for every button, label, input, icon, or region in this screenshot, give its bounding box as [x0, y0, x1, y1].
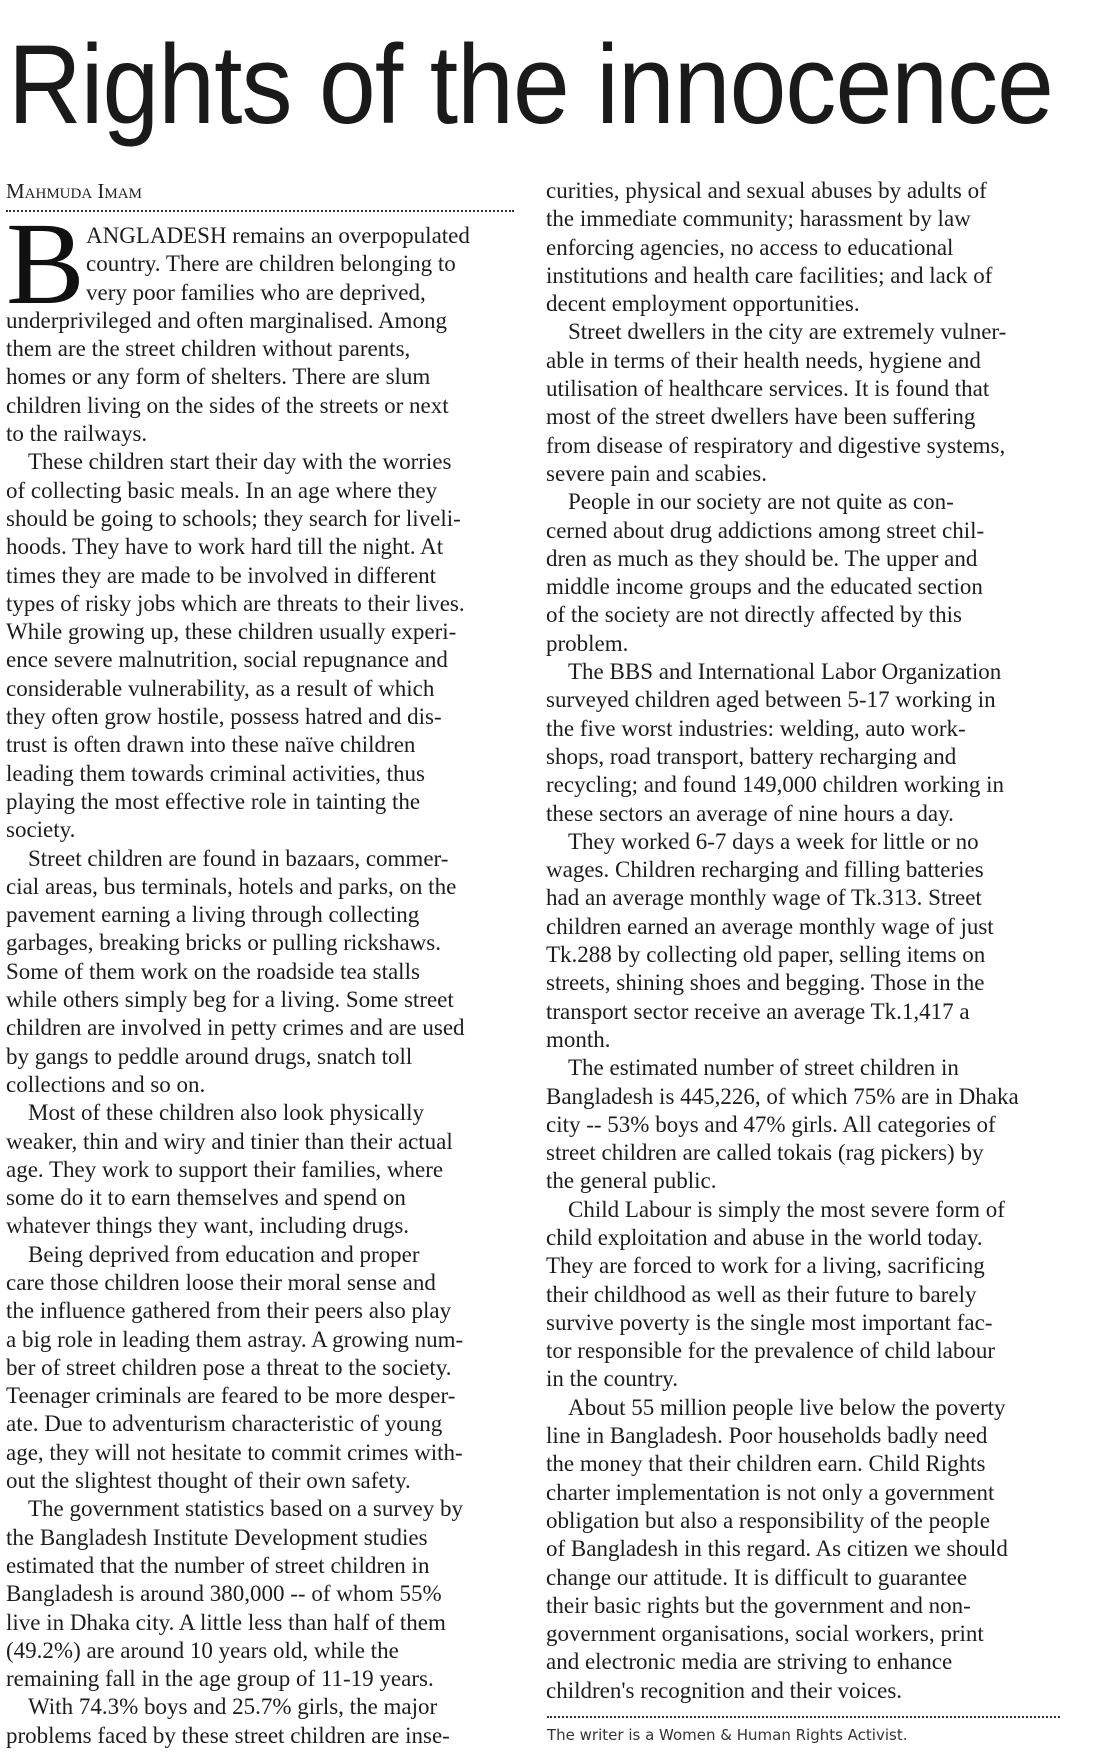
- text-line: society.: [6, 817, 76, 843]
- article-column-1: [6, 222, 518, 1750]
- text-line: People in our society are not quite as con-: [568, 489, 954, 515]
- text-line: from disease of respiratory and digestive systems,: [546, 432, 1006, 458]
- text-line: garbages, breaking bricks or pulling rickshaws.: [6, 930, 441, 956]
- text-line: they often grow hostile, possess hatred and dis-: [6, 704, 442, 730]
- text-line: leading them towards criminal activities, thus: [6, 760, 426, 786]
- text-line: tor responsible for the prevalence of child labour: [546, 1338, 995, 1364]
- text-line: Child Labour is simply the most severe form of: [568, 1196, 1005, 1222]
- text-line: very poor families who are deprived,: [86, 279, 426, 305]
- text-line: utilisation of healthcare services. It is found that: [546, 376, 990, 402]
- text-line: Bangladesh is 445,226, of which 75% are in Dhaka: [546, 1083, 1019, 1109]
- paragraph: [546, 1054, 1064, 1195]
- text-line: care those children loose their moral sense and: [6, 1269, 436, 1295]
- paragraph: [546, 488, 1064, 658]
- text-line: considerable vulnerability, as a result of which: [6, 675, 435, 701]
- text-line: and electronic media are striving to enhance: [546, 1649, 953, 1675]
- paragraph: [6, 222, 518, 448]
- text-line: the general public.: [546, 1168, 717, 1194]
- text-line: their basic rights but the government and non-: [546, 1592, 971, 1618]
- text-line: ber of street children pose a threat to the society.: [6, 1354, 452, 1380]
- drop-cap: B: [6, 198, 85, 329]
- text-line: estimated that the number of street children in: [6, 1552, 430, 1578]
- text-line: most of the street dwellers have been suffering: [546, 404, 976, 430]
- text-line: Being deprived from education and proper: [28, 1241, 420, 1267]
- paragraph: [6, 845, 518, 1100]
- text-line: trust is often drawn into these naïve children: [6, 732, 416, 758]
- text-line: children earned an average monthly wage of just: [546, 913, 994, 939]
- text-line: line in Bangladesh. Poor households badly need: [546, 1423, 988, 1449]
- text-line: of the society are not directly affected by this: [546, 602, 962, 628]
- text-line: out the slightest thought of their own safety.: [6, 1468, 411, 1494]
- text-line: The BBS and International Labor Organization: [568, 659, 1002, 685]
- text-line: (49.2%) are around 10 years old, while the: [6, 1637, 399, 1663]
- paragraph: [6, 1099, 518, 1240]
- text-line: weaker, thin and wiry and tinier than their actual: [6, 1128, 453, 1154]
- text-line: of collecting basic meals. In an age where they: [6, 477, 438, 503]
- text-line: enforcing agencies, no access to educational: [546, 234, 954, 260]
- text-line: should be going to schools; they search for liveli-: [6, 505, 461, 531]
- text-line: Some of them work on the roadside tea stalls: [6, 958, 420, 984]
- text-line: ANGLADESH remains an overpopulated: [86, 223, 470, 248]
- text-line: their childhood as well as their future to barely: [546, 1281, 977, 1307]
- paragraph: [6, 1241, 518, 1496]
- text-line: the five worst industries: welding, auto work-: [546, 715, 966, 741]
- text-line: in the country.: [546, 1366, 679, 1392]
- text-line: these sectors an average of nine hours a day.: [546, 800, 954, 826]
- text-line: street children are called tokais (rag pickers) by: [546, 1140, 984, 1166]
- text-line: while others simply beg for a living. Some street: [6, 987, 454, 1013]
- text-line: country. There are children belonging to: [86, 251, 456, 277]
- text-line: survive poverty is the single most important fac-: [546, 1309, 993, 1335]
- text-line: live in Dhaka city. A little less than half of them: [6, 1609, 446, 1635]
- text-line: types of risky jobs which are threats to their lives.: [6, 590, 465, 616]
- text-line: Teenager criminals are feared to be more desper-: [6, 1383, 456, 1409]
- text-line: had an average monthly wage of Tk.313. Street: [546, 885, 982, 911]
- text-line: problem.: [546, 630, 629, 656]
- footer-divider: [547, 1716, 1060, 1718]
- text-line: severe pain and scabies.: [546, 460, 767, 486]
- text-line: playing the most effective role in tainting the: [6, 788, 421, 814]
- text-line: decent employment opportunities.: [546, 291, 860, 317]
- text-line: government organisations, social workers, print: [546, 1621, 984, 1647]
- text-line: pavement earning a living through collecting: [6, 902, 420, 928]
- text-line: The government statistics based on a survey by: [28, 1496, 463, 1522]
- article-column-2: [546, 177, 1064, 1705]
- text-line: Street dwellers in the city are extremely vulner-: [568, 319, 1007, 345]
- paragraph: [546, 658, 1064, 828]
- text-line: recycling; and found 149,000 children working in: [546, 772, 1004, 798]
- text-line: collections and so on.: [6, 1071, 206, 1097]
- text-line: change our attitude. It is difficult to guarantee: [546, 1564, 968, 1590]
- text-line: ence severe malnutrition, social repugnance and: [6, 647, 448, 673]
- text-line: ate. Due to adventurism characteristic of young: [6, 1411, 443, 1437]
- text-line: to the railways.: [6, 421, 148, 447]
- paragraph: [6, 1693, 518, 1750]
- text-line: the immediate community; harassment by law: [546, 206, 971, 232]
- text-line: whatever things they want, including drugs.: [6, 1213, 410, 1239]
- text-line: They are forced to work for a living, sacrificing: [546, 1253, 985, 1279]
- text-line: About 55 million people live below the poverty: [568, 1394, 1006, 1420]
- text-line: Bangladesh is around 380,000 -- of whom 55%: [6, 1581, 442, 1607]
- text-line: underprivileged and often marginalised. Among: [6, 307, 447, 333]
- text-line: times they are made to be involved in different: [6, 562, 437, 588]
- paragraph: [6, 448, 518, 844]
- text-line: by gangs to peddle around drugs, snatch toll: [6, 1043, 413, 1069]
- text-line: They worked 6-7 days a week for little or no: [568, 828, 979, 854]
- text-line: dren as much as they should be. The upper and: [546, 545, 978, 571]
- text-line: transport sector receive an average Tk.1,417 a: [546, 998, 970, 1024]
- text-line: institutions and health care facilities; and lack of: [546, 262, 993, 288]
- text-line: These children start their day with the worries: [28, 449, 452, 475]
- text-line: cerned about drug addictions among street chil-: [546, 517, 985, 543]
- paragraph: [6, 1495, 518, 1693]
- text-line: hoods. They have to work hard till the night. At: [6, 534, 444, 560]
- text-line: The estimated number of street children in: [568, 1055, 959, 1081]
- text-line: obligation but also a responsibility of the people: [546, 1507, 990, 1533]
- text-line: Street children are found in bazaars, commer-: [28, 845, 449, 871]
- text-line: age. They work to support their families, where: [6, 1156, 444, 1182]
- text-line: surveyed children aged between 5-17 working in: [546, 687, 996, 713]
- paragraph: [546, 1394, 1064, 1705]
- text-line: city -- 53% boys and 47% girls. All categories of: [546, 1111, 996, 1137]
- text-line: month.: [546, 1026, 611, 1052]
- text-line: While growing up, these children usually experi-: [6, 619, 457, 645]
- text-line: Most of these children also look physically: [28, 1100, 425, 1126]
- text-line: shops, road transport, battery recharging and: [546, 743, 957, 769]
- text-line: With 74.3% boys and 25.7% girls, the major: [28, 1694, 438, 1720]
- text-line: child exploitation and abuse in the world today.: [546, 1224, 983, 1250]
- text-line: a big role in leading them astray. A growing num-: [6, 1326, 464, 1352]
- text-line: remaining fall in the age group of 11-19 years.: [6, 1666, 434, 1692]
- text-line: able in terms of their health needs, hygiene and: [546, 347, 981, 373]
- text-line: children living on the sides of the streets or next: [6, 392, 449, 418]
- text-line: Tk.288 by collecting old paper, selling items on: [546, 942, 986, 968]
- text-line: streets, shining shoes and begging. Those in the: [546, 970, 985, 996]
- text-line: the influence gathered from their peers also play: [6, 1298, 452, 1324]
- article-title: Rights of the innocence: [8, 22, 1053, 147]
- text-line: the money that their children earn. Child Rights: [546, 1451, 986, 1477]
- text-line: curities, physical and sexual abuses by adults of: [546, 178, 987, 203]
- paragraph: [546, 828, 1064, 1054]
- text-line: charter implementation is not only a government: [546, 1479, 995, 1505]
- text-line: them are the street children without parents,: [6, 336, 411, 362]
- text-line: the Bangladesh Institute Development studies: [6, 1524, 428, 1550]
- text-line: wages. Children recharging and filling batteries: [546, 857, 984, 883]
- text-line: some do it to earn themselves and spend on: [6, 1185, 406, 1211]
- text-line: cial areas, bus terminals, hotels and parks, on the: [6, 873, 457, 899]
- text-line: children are involved in petty crimes and are used: [6, 1015, 465, 1041]
- author-note: The writer is a Women & Human Rights Activist.: [547, 1726, 908, 1744]
- text-line: middle income groups and the educated section: [546, 574, 983, 600]
- text-line: of Bangladesh in this regard. As citizen we should: [546, 1536, 1008, 1562]
- author-byline: Mahmuda Imam: [6, 179, 142, 203]
- text-line: children's recognition and their voices.: [546, 1677, 903, 1703]
- paragraph: [546, 318, 1064, 488]
- text-line: problems faced by these street children are inse-: [6, 1722, 450, 1748]
- text-line: homes or any form of shelters. There are slum: [6, 364, 431, 390]
- paragraph: [546, 177, 1064, 318]
- text-line: age, they will not hesitate to commit crimes with-: [6, 1439, 463, 1465]
- paragraph: [546, 1196, 1064, 1394]
